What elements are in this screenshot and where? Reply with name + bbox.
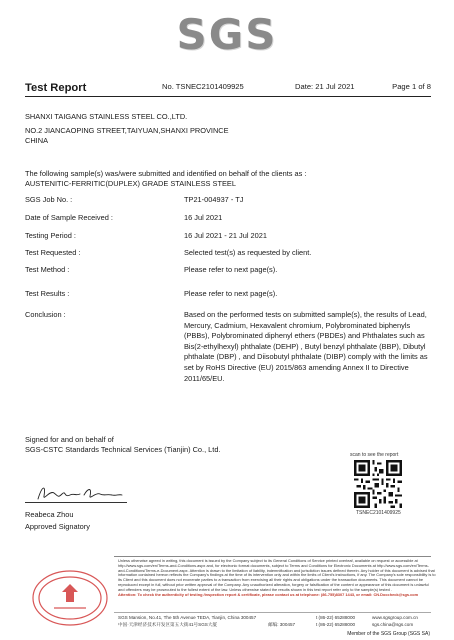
inspection-seal-stamp-icon bbox=[30, 568, 110, 630]
conclusion-text: Based on the performed tests on submitted sample(s), the results of Lead, Mercury, Cadmium, Hexavalent chromium, Polybrominated biphenyls (PBBs), Polybrominated diphenyl ethers (PBDEs) and Phthalates such as Bis(2-ethylhexyl) phthalate (DEHP) , Butyl benzyl phthalate (BBP), Dibutyl phthalate (DBP) , and Diisobutyl phthalate (DIBP) comply with the limits as set by RoHS Directive (EU) 2015/863 amending Annex II to Directive 2011/65/EU. bbox=[184, 310, 428, 383]
sgs-logo-text: SGS bbox=[176, 10, 278, 59]
report-header bbox=[25, 82, 431, 94]
sgs-logo bbox=[0, 10, 454, 59]
qr-report-id: TSNEC2101409925 bbox=[356, 510, 401, 516]
client-address-line2: CHINA bbox=[25, 136, 48, 145]
header-divider bbox=[25, 96, 431, 97]
signed-on-behalf: Signed for and on behalf of bbox=[25, 435, 114, 444]
field-value-job-no: TP21-004937 - TJ bbox=[184, 195, 244, 204]
report-title: Test Report bbox=[25, 82, 87, 94]
page-indicator: Page 1 of 8 bbox=[392, 82, 431, 91]
address-divider bbox=[114, 612, 431, 613]
postcode: 邮编: 300457 bbox=[268, 622, 296, 627]
field-label-test-results: Test Results : bbox=[25, 289, 70, 298]
report-number: No. TSNEC2101409925 bbox=[162, 82, 244, 91]
telephone-2: t (86-22) 65288000 bbox=[316, 622, 356, 627]
qr-code-icon[interactable] bbox=[354, 460, 402, 508]
field-label-test-method: Test Method : bbox=[25, 265, 70, 274]
handwritten-signature bbox=[34, 482, 124, 504]
field-label-test-requested: Test Requested : bbox=[25, 248, 81, 257]
field-value-test-results: Please refer to next page(s). bbox=[184, 289, 278, 298]
footer-divider bbox=[114, 556, 431, 557]
field-label-testing-period: Testing Period : bbox=[25, 231, 76, 240]
field-label-date-received: Date of Sample Received : bbox=[25, 213, 113, 222]
address-english: SGS Mansion, No.41, The 5th Avenue TEDA, Tianjin, China 300457 bbox=[118, 615, 257, 620]
field-value-testing-period: 16 Jul 2021 - 21 Jul 2021 bbox=[184, 231, 268, 240]
intro-line1: The following sample(s) was/were submitted and identified on behalf of the clients as : bbox=[25, 169, 307, 178]
telephone-1: t (86-22) 65288000 bbox=[316, 615, 356, 620]
field-value-test-requested: Selected test(s) as requested by client. bbox=[184, 248, 312, 257]
field-value-date-received: 16 Jul 2021 bbox=[184, 213, 223, 222]
client-name: SHANXI TAIGANG STAINLESS STEEL CO.,LTD. bbox=[25, 112, 188, 121]
sgs-group-member: Member of the SGS Group (SGS SA) bbox=[347, 631, 430, 637]
authenticity-attention: Attention: To check the authenticity of testing /inspection report & certificate, please contact us at telephone: (86-755)8307 1443, or email: CN.Doccheck@sgs.com bbox=[118, 591, 419, 597]
legal-disclaimer bbox=[118, 559, 436, 597]
signing-company: SGS-CSTC Standards Technical Services (Tianjin) Co., Ltd. bbox=[25, 445, 221, 454]
qr-caption: scan to see the report bbox=[350, 452, 399, 458]
signature-line bbox=[25, 502, 127, 503]
disclaimer-text: Unless otherwise agreed in writing, this document is issued by the Company subject to its General Conditions of Service printed overleaf, available on request or accessible at http://www.sgs.com/en/Terms-and-Conditions.aspx and, for electronic format documents, subject to Terms and Conditions for Electronic Documents at http://www.sgs.com/en/Terms-and-Conditions/Terms-e-Document.aspx. Attention is drawn to the limitation of liability, indemnification and jurisdiction issues defined therein. Any holder of this document is advised that information contained hereon reflects the Company's findings at the time of its intervention only and within the limits of Client's instructions, if any. The Company's sole responsibility is to its Client and this document does not exonerate parties to a transaction from exercising all their rights and obligations under the transaction documents. This document cannot be reproduced except in full, without prior written approval of the Company. Any unauthorized alteration, forgery or falsification of the content or appearance of this document is unlawful and offenders may be prosecuted to the fullest extent of the law. Unless otherwise stated the results shown in this test report refer only to the sample(s) tested . bbox=[118, 558, 436, 592]
sample-description: AUSTENITIC-FERRITIC(DUPLEX) GRADE STAINLESS STEEL bbox=[25, 179, 236, 188]
website-link[interactable]: www.sgsgroup.com.cn bbox=[372, 615, 418, 620]
signatory-name: Reabeca Zhou bbox=[25, 510, 74, 519]
report-date: Date: 21 Jul 2021 bbox=[295, 82, 355, 91]
email-link[interactable]: sgs.china@sgs.com bbox=[372, 622, 414, 627]
address-chinese: 中国·天津经济技术开发区第五大街41号SGS大厦 bbox=[118, 622, 218, 627]
field-value-test-method: Please refer to next page(s). bbox=[184, 265, 278, 274]
client-address-line1: NO.2 JIANCAOPING STREET,TAIYUAN,SHANXI PROVINCE bbox=[25, 126, 229, 135]
signatory-role: Approved Signatory bbox=[25, 522, 90, 531]
conclusion-label: Conclusion : bbox=[25, 310, 66, 319]
field-label-job-no: SGS Job No. : bbox=[25, 195, 73, 204]
